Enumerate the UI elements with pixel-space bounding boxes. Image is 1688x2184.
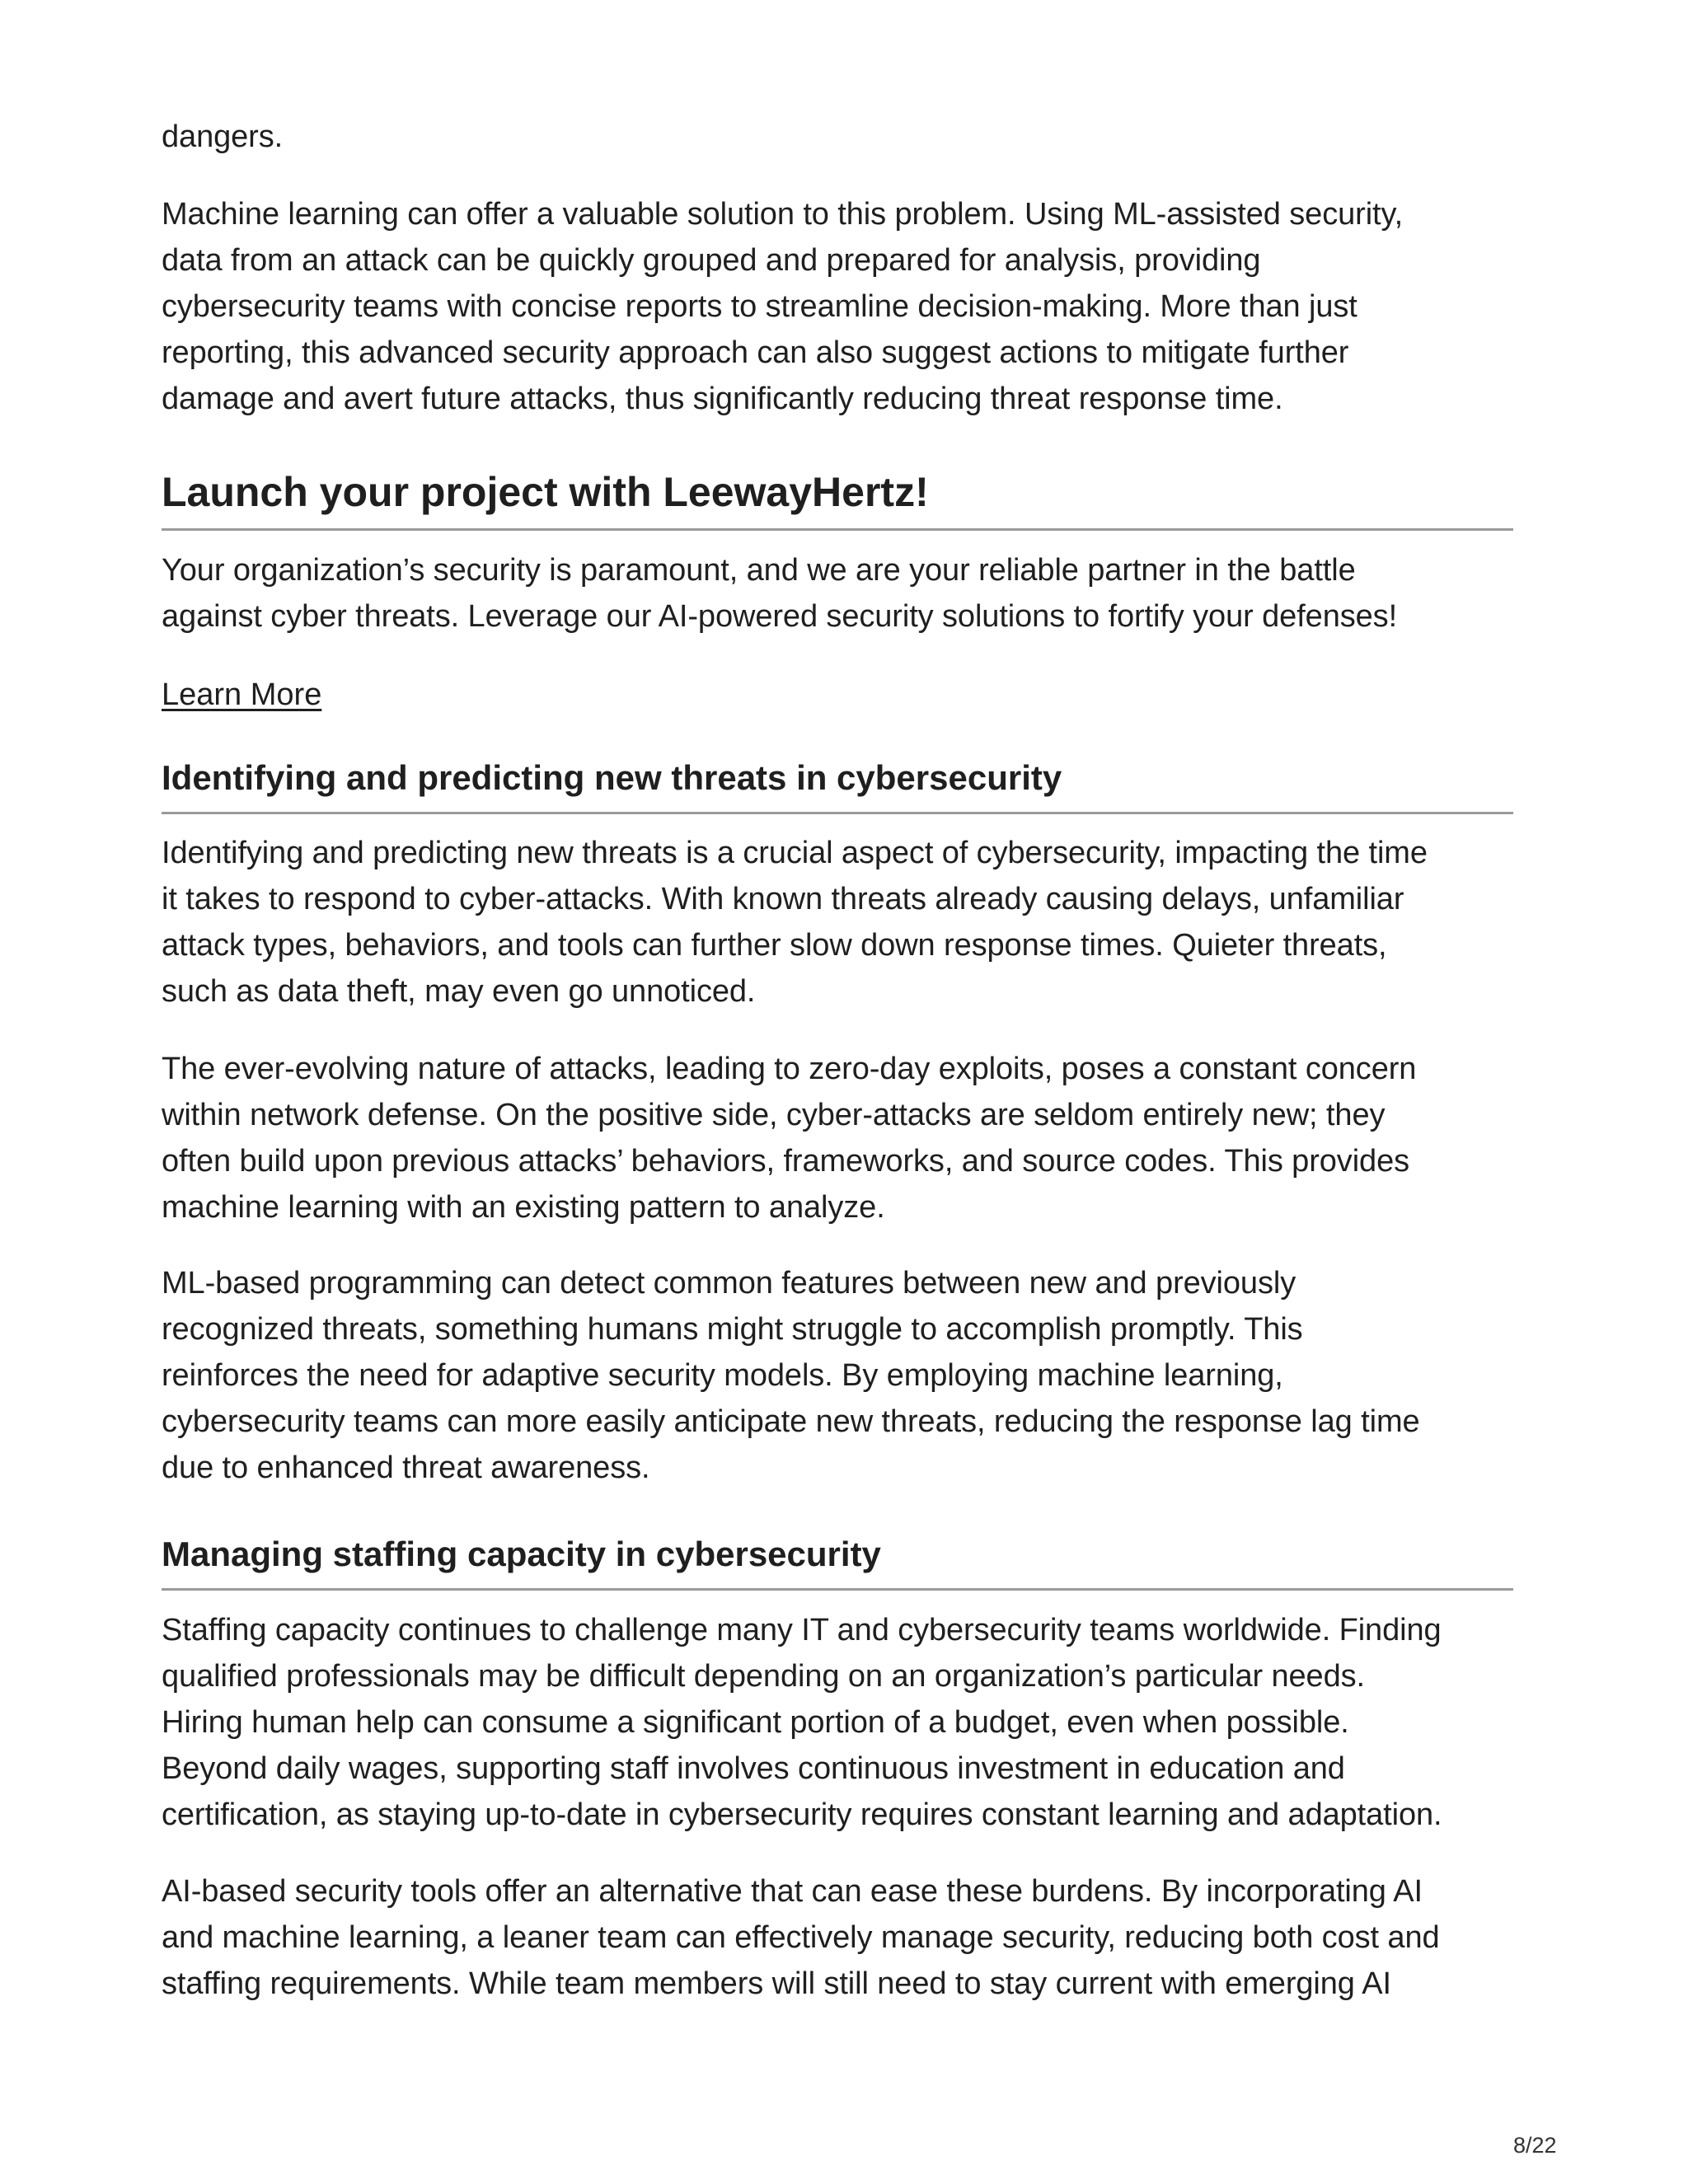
- text-line: AI-based security tools offer an alternative that can ease these burdens. By incorporating AI: [162, 1874, 1423, 1909]
- text-line: Your organization’s security is paramount, and we are your reliable partner in the battle: [162, 553, 1356, 588]
- text-line: Hiring human help can consume a significant portion of a budget, even when possible.: [162, 1705, 1349, 1740]
- text-line: dangers.: [162, 120, 284, 154]
- staffing-paragraph-1: [162, 1607, 1513, 1838]
- page-number: 8/22: [1513, 2133, 1557, 2158]
- heading-divider: [162, 1588, 1513, 1591]
- section-heading-staffing: Managing staffing capacity in cybersecurity: [162, 1535, 881, 1573]
- text-line: Beyond daily wages, supporting staff involves continuous investment in education and: [162, 1751, 1345, 1786]
- text-line: Staffing capacity continues to challenge many IT and cybersecurity teams worldwide. Finding: [162, 1613, 1442, 1647]
- threats-paragraph-3: [162, 1260, 1513, 1491]
- text-line: reinforces the need for adaptive security models. By employing machine learning,: [162, 1358, 1283, 1393]
- text-line: data from an attack can be quickly grouped and prepared for analysis, providing: [162, 243, 1261, 278]
- threats-paragraph-1: [162, 830, 1513, 1015]
- promo-paragraph: [162, 547, 1513, 640]
- text-line: reporting, this advanced security approach can also suggest actions to mitigate further: [162, 335, 1349, 370]
- promo-heading: Launch your project with LeewayHertz!: [162, 469, 929, 515]
- text-line: within network defense. On the positive side, cyber-attacks are seldom entirely new; they: [162, 1098, 1386, 1132]
- intro-paragraph: [162, 114, 1513, 160]
- text-line: qualified professionals may be difficult depending on an organization’s particular needs.: [162, 1659, 1365, 1694]
- text-line: cybersecurity teams can more easily anticipate new threats, reducing the response lag time: [162, 1404, 1420, 1439]
- text-line: attack types, behaviors, and tools can further slow down response times. Quieter threats,: [162, 928, 1387, 963]
- text-line: The ever-evolving nature of attacks, leading to zero-day exploits, poses a constant concern: [162, 1052, 1417, 1086]
- learn-more-link[interactable]: Learn More: [162, 677, 322, 712]
- text-line: due to enhanced threat awareness.: [162, 1451, 650, 1485]
- text-line: often build upon previous attacks’ behaviors, frameworks, and source codes. This provides: [162, 1144, 1410, 1179]
- text-line: machine learning with an existing pattern to analyze.: [162, 1190, 885, 1225]
- text-line: recognized threats, something humans might struggle to accomplish promptly. This: [162, 1312, 1303, 1347]
- text-line: staffing requirements. While team members will still need to stay current with emerging AI: [162, 1966, 1391, 2001]
- text-line: damage and avert future attacks, thus significantly reducing threat response time.: [162, 382, 1283, 416]
- section-heading-threats: Identifying and predicting new threats in cybersecurity: [162, 758, 1062, 797]
- text-line: cybersecurity teams with concise reports to streamline decision-making. More than just: [162, 289, 1357, 324]
- text-line: Identifying and predicting new threats is a crucial aspect of cybersecurity, impacting the time: [162, 836, 1428, 870]
- text-line: Machine learning can offer a valuable solution to this problem. Using ML-assisted security,: [162, 197, 1404, 232]
- text-line: certification, as staying up-to-date in cybersecurity requires constant learning and adaptation.: [162, 1797, 1442, 1832]
- text-line: and machine learning, a leaner team can effectively manage security, reducing both cost and: [162, 1920, 1440, 1955]
- text-line: such as data theft, may even go unnoticed.: [162, 974, 756, 1009]
- text-line: ML-based programming can detect common features between new and previously: [162, 1266, 1296, 1301]
- staffing-paragraph-2: [162, 1868, 1513, 2007]
- heading-divider: [162, 812, 1513, 814]
- text-line: against cyber threats. Leverage our AI-powered security solutions to fortify your defenses!: [162, 599, 1398, 634]
- ml-solution-paragraph: [162, 191, 1513, 422]
- heading-divider: [162, 528, 1513, 531]
- text-line: it takes to respond to cyber-attacks. With known threats already causing delays, unfamiliar: [162, 882, 1404, 916]
- threats-paragraph-2: [162, 1046, 1513, 1230]
